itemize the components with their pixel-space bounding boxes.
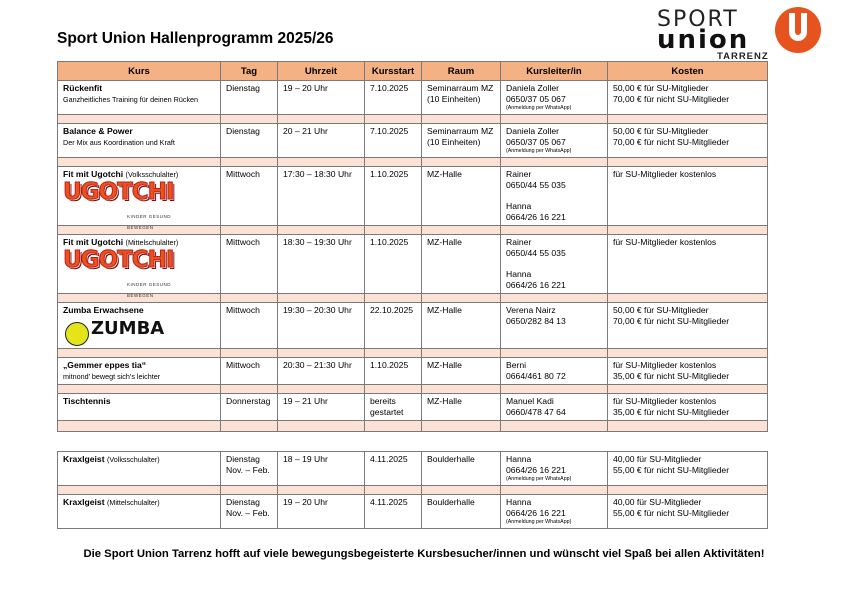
cost-member: 40,00 für SU-Mitglieder: [613, 454, 702, 464]
ugotchi-logo: [63, 247, 187, 298]
leader-phone: 0650/282 84 13: [506, 316, 566, 326]
course-start: 1.10.2025: [365, 235, 422, 294]
course-day: Mittwoch: [221, 167, 278, 226]
course-day: Dienstag: [226, 454, 260, 464]
leader-phone: 0650/44 55 035: [506, 180, 566, 190]
col-header: Kosten: [608, 62, 768, 81]
col-header: Kursstart: [365, 62, 422, 81]
course-day: Dienstag: [226, 497, 260, 507]
table-row: [58, 358, 768, 385]
course-name: Tischtennis: [63, 396, 111, 406]
leader-phone: 0664/26 16 221: [506, 212, 566, 222]
course-start: 22.10.2025: [365, 303, 422, 349]
course-name: Fit mit Ugotchi: [63, 169, 124, 179]
course-table: [57, 61, 768, 432]
leader-name: Hanna: [506, 269, 532, 279]
ugotchi-tagline: KINDER GESUND BEWEGEN: [127, 214, 172, 230]
leader-name: Hanna: [506, 454, 532, 464]
cost-member: 40,00 für SU-Mitglieder: [613, 497, 702, 507]
course-name: Kraxlgeist: [63, 454, 105, 464]
col-header: Tag: [221, 62, 278, 81]
course-room-note: (10 Einheiten): [427, 94, 481, 104]
course-age: (Mittelschulalter): [106, 498, 160, 507]
course-time: 20:30 – 21:30 Uhr: [278, 358, 365, 385]
ugotchi-wordmark: UGOTCHI: [63, 179, 174, 205]
course-day: Mittwoch: [221, 303, 278, 349]
cost-nonmember: 70,00 € für nicht SU-Mitglieder: [613, 316, 730, 326]
course-name: Balance & Power: [63, 126, 133, 136]
cost-member: für SU-Mitglieder kostenlos: [613, 396, 717, 406]
cost-nonmember: 55,00 € für nicht SU-Mitglieder: [613, 508, 730, 518]
col-header: Raum: [422, 62, 501, 81]
table-row: [58, 235, 768, 294]
zumba-wordmark: ZUMBA: [91, 318, 165, 339]
course-subtitle: Der Mix aus Koordination und Kraft: [63, 138, 175, 147]
leader-name: Daniela Zoller: [506, 126, 560, 136]
leader-phone: 0664/461 80 72: [506, 371, 566, 381]
cost-nonmember: 35,00 € für nicht SU-Mitglieder: [613, 407, 730, 417]
cost-member: für SU-Mitglieder kostenlos: [608, 167, 768, 226]
table-row: [58, 452, 768, 486]
course-age: (Volksschulalter): [125, 170, 179, 179]
table-row: [58, 303, 768, 349]
union-u-icon: [773, 5, 823, 55]
logo-word-sport: SPORT: [657, 7, 739, 32]
leader-name: Hanna: [506, 201, 532, 211]
separator-row: [58, 486, 768, 495]
course-room: Boulderhalle: [422, 495, 501, 529]
course-day: Dienstag: [221, 124, 278, 158]
ugotchi-wordmark: UGOTCHI: [63, 247, 174, 273]
logo-word-tarrenz: TARRENZ: [717, 51, 769, 62]
course-time: 19 – 20 Uhr: [278, 495, 365, 529]
table-row: [58, 81, 768, 115]
course-name: Fit mit Ugotchi: [63, 237, 124, 247]
course-age: (Mittelschulalter): [125, 238, 179, 247]
cost-member: 50,00 € für SU-Mitglieder: [613, 126, 709, 136]
leader-phone: 0650/44 55 035: [506, 248, 566, 258]
table-header-row: [58, 62, 768, 81]
leader-note: (Anmeldung per WhatsApp): [506, 105, 572, 111]
course-start: bereits: [370, 396, 396, 406]
course-time: 20 – 21 Uhr: [278, 124, 365, 158]
course-time: 19:30 – 20:30 Uhr: [278, 303, 365, 349]
course-room: MZ-Halle: [422, 303, 501, 349]
course-name: Kraxlgeist: [63, 497, 105, 507]
course-start-note: gestartet: [370, 407, 404, 417]
cost-nonmember: 55,00 € für nicht SU-Mitglieder: [613, 465, 730, 475]
leader-phone: 0660/478 47 64: [506, 407, 566, 417]
course-start: 4.11.2025: [365, 452, 422, 486]
course-room: Boulderhalle: [422, 452, 501, 486]
cost-member: 50,00 € für SU-Mitglieder: [613, 305, 709, 315]
table-row: [58, 167, 768, 226]
zumba-logo: [63, 320, 215, 346]
separator-row: [58, 115, 768, 124]
cost-nonmember: 70,00 € für nicht SU-Mitglieder: [613, 137, 730, 147]
course-room: MZ-Halle: [422, 394, 501, 421]
ugotchi-tagline: KINDER GESUND BEWEGEN: [127, 282, 172, 298]
cost-member: 50,00 € für SU-Mitglieder: [613, 83, 709, 93]
leader-phone: 0664/26 16 221: [506, 280, 566, 290]
leader-note: (Anmeldung per WhatsApp): [506, 519, 572, 525]
course-day: Donnerstag: [221, 394, 278, 421]
table-row: [58, 495, 768, 529]
course-start: 4.11.2025: [365, 495, 422, 529]
course-room: MZ-Halle: [422, 358, 501, 385]
course-room: MZ-Halle: [422, 235, 501, 294]
leader-name: Verena Nairz: [506, 305, 556, 315]
course-subtitle: mitnond’ bewegt sich’s leichter: [63, 372, 161, 381]
leader-phone: 0664/26 16 221: [506, 508, 566, 518]
course-name: Rückenfit: [63, 83, 103, 93]
course-time: 18:30 – 19:30 Uhr: [278, 235, 365, 294]
course-start: 7.10.2025: [365, 124, 422, 158]
cost-nonmember: 70,00 € für nicht SU-Mitglieder: [613, 94, 730, 104]
zumba-figure-icon: [65, 322, 89, 346]
separator-row: [58, 385, 768, 394]
course-subtitle: Ganzheitliches Training für deinen Rücken: [63, 95, 199, 104]
course-start: 1.10.2025: [365, 358, 422, 385]
course-start: 7.10.2025: [365, 81, 422, 115]
kraxlgeist-table: [57, 451, 768, 529]
col-header: Kurs: [58, 62, 221, 81]
cost-nonmember: 35,00 € für nicht SU-Mitglieder: [613, 371, 730, 381]
cost-member: für SU-Mitglieder kostenlos: [608, 235, 768, 294]
leader-name: Rainer: [506, 237, 532, 247]
course-time: 19 – 21 Uhr: [278, 394, 365, 421]
leader-name: Manuel Kadi: [506, 396, 554, 406]
course-name: „Gemmer eppes tia“: [63, 360, 147, 370]
leader-name: Rainer: [506, 169, 532, 179]
leader-phone: 0664/26 16 221: [506, 465, 566, 475]
course-room: MZ-Halle: [422, 167, 501, 226]
course-period: Nov. – Feb.: [226, 465, 270, 475]
course-day: Mittwoch: [221, 358, 278, 385]
sport-union-logo: [655, 5, 825, 63]
leader-note: (Anmeldung per WhatsApp): [506, 148, 572, 154]
leader-name: Hanna: [506, 497, 532, 507]
footer-message: Die Sport Union Tarrenz hofft auf viele bewegungsbegeisterte Kursbesucher/innen und wünscht viel Spaß bei allen Aktivitäten!: [83, 548, 765, 560]
course-room: Seminarraum MZ: [427, 126, 494, 136]
page-title: Sport Union Hallenprogramm 2025/26: [57, 30, 334, 47]
course-room-note: (10 Einheiten): [427, 137, 481, 147]
course-time: 17:30 – 18:30 Uhr: [278, 167, 365, 226]
course-start: 1.10.2025: [365, 167, 422, 226]
leader-phone: 0650/37 05 067: [506, 137, 566, 147]
course-name: Zumba Erwachsene: [63, 305, 144, 315]
logo-word-union: union: [657, 25, 750, 55]
separator-row: [58, 421, 768, 432]
ugotchi-logo: [63, 179, 187, 230]
course-room: Seminarraum MZ: [427, 83, 494, 93]
table-row: [58, 394, 768, 421]
table-row: [58, 124, 768, 158]
cost-member: für SU-Mitglieder kostenlos: [613, 360, 717, 370]
separator-row: [58, 158, 768, 167]
course-day: Mittwoch: [221, 235, 278, 294]
course-day: Dienstag: [221, 81, 278, 115]
course-period: Nov. – Feb.: [226, 508, 270, 518]
leader-name: Berni: [506, 360, 527, 370]
separator-row: [58, 349, 768, 358]
course-time: 18 – 19 Uhr: [278, 452, 365, 486]
course-time: 19 – 20 Uhr: [278, 81, 365, 115]
col-header: Uhrzeit: [278, 62, 365, 81]
col-header: Kursleiter/in: [501, 62, 608, 81]
leader-phone: 0650/37 05 067: [506, 94, 566, 104]
leader-name: Daniela Zoller: [506, 83, 560, 93]
course-age: (Volksschulalter): [106, 455, 160, 464]
leader-note: (Anmeldung per WhatsApp): [506, 476, 572, 482]
